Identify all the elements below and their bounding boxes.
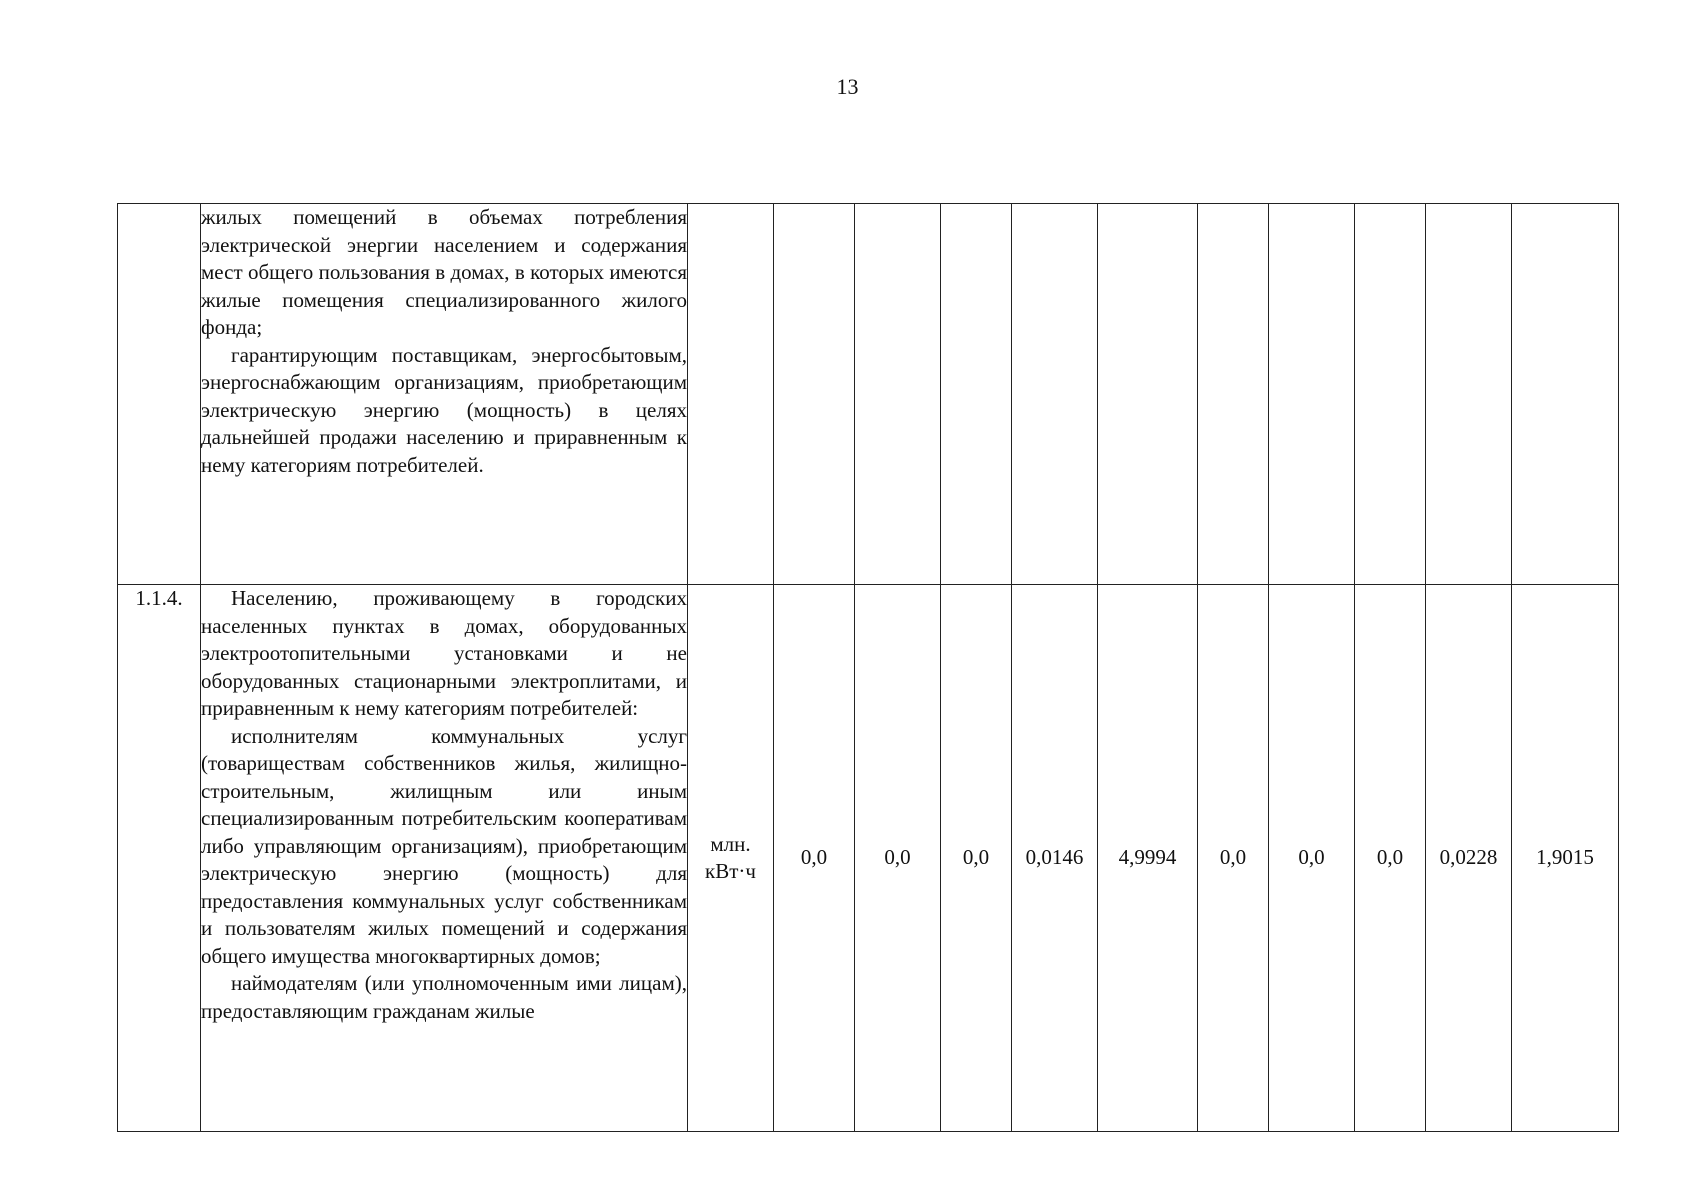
description-paragraph: жилых помещений в объемах потребления электрической энергии населением и содержания мест общего пользования в домах, в которых имеются жилые помещения специализированного жилого фонда;	[201, 205, 687, 339]
value-cell	[1426, 204, 1512, 585]
value-cell: 0,0	[774, 585, 855, 1132]
value-cell: 0,0	[1269, 585, 1355, 1132]
value-cell: 4,9994	[1098, 585, 1198, 1132]
table-row	[118, 204, 1619, 585]
unit-cell	[688, 585, 774, 1132]
unit-cell	[688, 204, 774, 585]
value-cell	[1098, 204, 1198, 585]
row-number: 1.1.4.	[118, 585, 201, 1132]
page-number: 13	[836, 74, 859, 99]
value-cell	[1269, 204, 1355, 585]
value-cell: 0,0	[1198, 585, 1269, 1132]
tariff-table	[117, 203, 1619, 1132]
description-paragraph: Населению, проживающему в городских населенных пунктах в домах, оборудованных электроотопительными установками и не оборудованных стационарными электроплитами, и приравненным к нему категориям потребителей:	[201, 586, 687, 720]
description-paragraph: гарантирующим поставщикам, энергосбытовым, энергоснабжающим организациям, приобретающим электрическую энергию (мощность) в целях дальнейшей продажи населению и приравненным к нему категориям потребителей.	[201, 342, 687, 477]
value-cell	[774, 204, 855, 585]
value-cell: 0,0	[855, 585, 941, 1132]
value-cell: 0,0	[941, 585, 1012, 1132]
value-cell	[1012, 204, 1098, 585]
value-cell	[1355, 204, 1426, 585]
value-cell: 0,0	[1355, 585, 1426, 1132]
value-cell	[855, 204, 941, 585]
value-cell: 0,0228	[1426, 585, 1512, 1132]
row-number	[118, 204, 201, 585]
description-paragraph: наймодателям (или уполномоченным ими лицам), предоставляющим гражданам жилые	[201, 971, 687, 1023]
value-cell	[1198, 204, 1269, 585]
unit-line: кВт·ч	[705, 859, 756, 883]
value-cell: 1,9015	[1512, 585, 1619, 1132]
row-description	[201, 204, 688, 585]
table-row	[118, 585, 1619, 1132]
row-description	[201, 585, 688, 1132]
value-cell	[941, 204, 1012, 585]
description-paragraph: исполнителям коммунальных услуг (товариществам собственников жилья, жилищно-строительным, жилищным или иным специализированным потребительским кооперативам либо управляющим организациям), приобретающим электрическую энергию (мощность) для предоставления коммунальных услуг собственникам и пользователям жилых помещений и содержания общего имущества многоквартирных домов;	[201, 723, 687, 968]
value-cell: 0,0146	[1012, 585, 1098, 1132]
value-cell	[1512, 204, 1619, 585]
unit-line: млн.	[710, 831, 751, 856]
